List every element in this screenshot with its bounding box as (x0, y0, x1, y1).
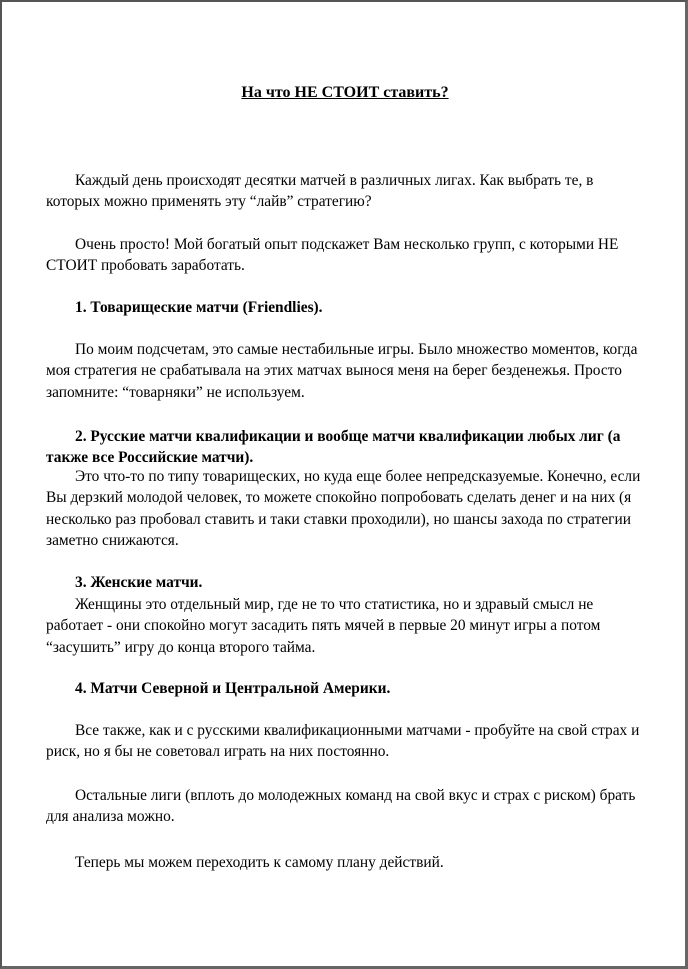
closing-paragraph-1: Остальные лиги (вплоть до молодежных команд на свой вкус и страх с риском) брать для анализа можно. (46, 787, 636, 826)
section-1-heading: 1. Товарищеские матчи (Friendlies). (75, 299, 323, 316)
section-1-body: По моим подсчетам, это самые нестабильные игры. Было множество моментов, когда моя стратегия не срабатывала на этих матчах вынося меня на берег безденежья. Просто запомните: “товарняки” не используем. (46, 341, 638, 401)
section-2-heading: 2. Русские матчи квалификации и вообще матчи квалификации любых лиг (а также все Российские матчи). (46, 428, 621, 467)
intro-paragraph-1: Каждый день происходят десятки матчей в различных лигах. Как выбрать те, в которых можно применять эту “лайв” стратегию? (46, 172, 594, 211)
section-3-heading: 3. Женские матчи. (75, 574, 203, 591)
section-4-body: Все также, как и с русскими квалификационными матчами - пробуйте на свой страх и риск, но я бы не советовал играть на них постоянно. (46, 722, 640, 761)
section-2-body: Это что-то по типу товарищеских, но куда еще более непредсказуемые. Конечно, если Вы дерзкий молодой человек, то можете спокойно попробовать сделать денег и на них (я несколько раз пробовал ставить и таки ставки проходили), но шансы захода по стратегии заметно снижаются. (46, 468, 641, 550)
intro-paragraph-2: Очень просто! Мой богатый опыт подскажет Вам несколько групп, с которыми НЕ СТОИТ пробовать заработать. (46, 236, 619, 275)
closing-paragraph-2: Теперь мы можем переходить к самому плану действий. (75, 854, 444, 871)
section-4-heading: 4. Матчи Северной и Центральной Америки. (75, 680, 391, 697)
section-3-body: Женщины это отдельный мир, где не то что статистика, но и здравый смысл не работает - они спокойно могут засадить пять мячей в первые 20 минут игры а потом “засушить” игру до конца второго тайма. (46, 596, 601, 656)
document-title: На что НЕ СТОИТ ставить? (241, 84, 449, 101)
